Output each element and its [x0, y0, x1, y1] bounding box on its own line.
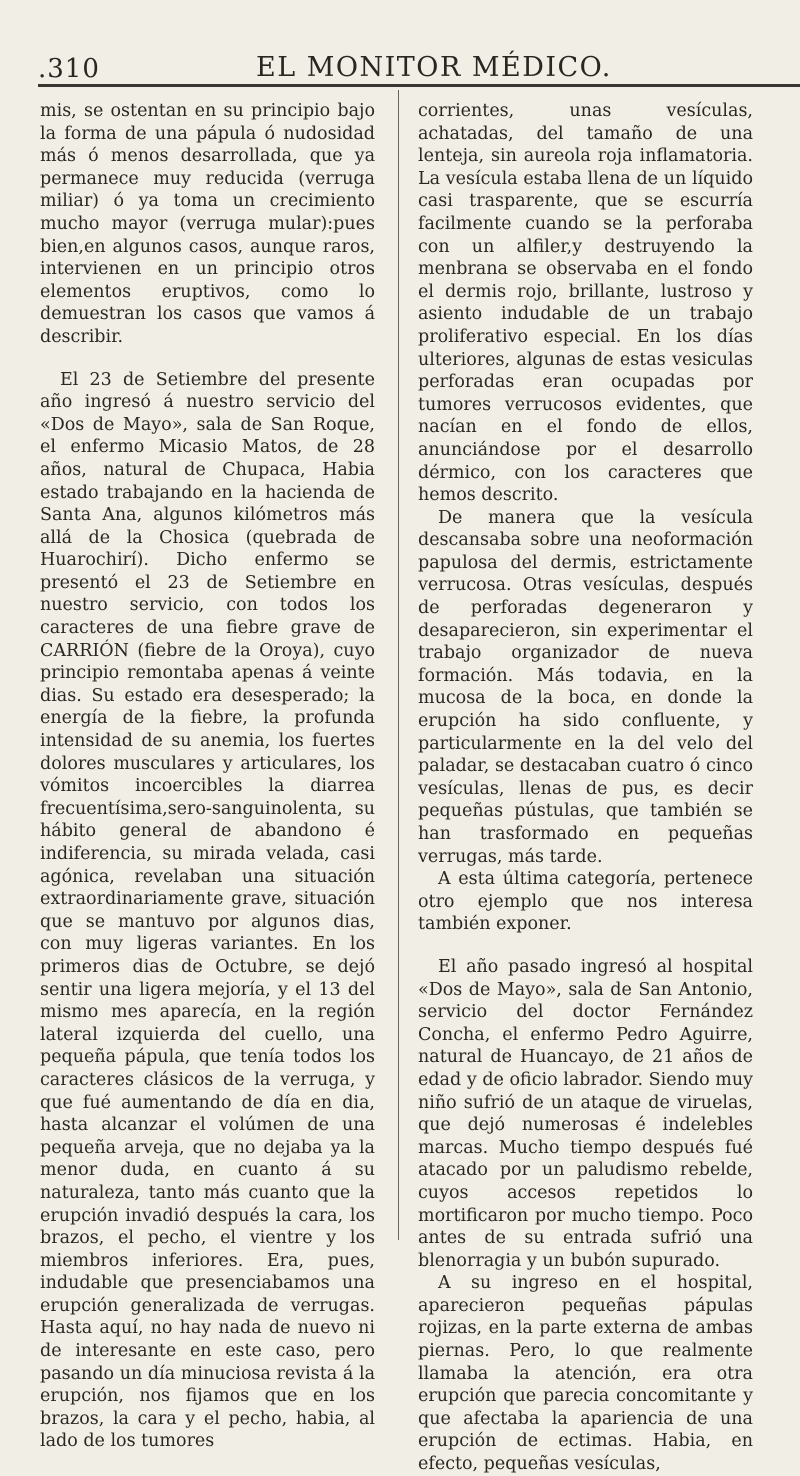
page-number: .310: [38, 54, 100, 84]
left-paragraph-1: mis, se ostentan en su principio bajo la forma de una pápula ó nudosidad más ó menos desarrollada, que ya permanece muy reducida (verruga miliar) ó ya toma un crecimiento mucho mayor (verruga mular):pues bien,en algunos casos, aunque raros, intervienen en un principio otros elementos eruptivos, como lo demuestran los casos que vamos á describir.: [40, 101, 375, 347]
right-paragraph-2: De manera que la vesícula descansaba sobre una neoformación papulosa del dermis, estrictamente verrucosa. Otras vesículas, después de perforadas degeneraron y desaparecieron, sin experimentar el trabajo organizador de nueva formación. Más todavia, en la mucosa de la boca, en donde la erupción ha sido confluente, y particularmente en la del velo del paladar, se destacaban cuatro ó cinco vesículas, llenas de pus, es decir pequeñas pústulas, que también se han trasformado en pequeñas verrugas, más tarde.: [418, 507, 753, 867]
right-paragraph-1: corrientes, unas vesículas, achatadas, del tamaño de una lenteja, sin aureola roja inflamatoria. La vesícula estaba llena de un líquido casi trasparente, que se escurría facilmente cuando se la perforaba con un alfiler,y destruyendo la menbrana se observaba en el fondo el dermis rojo, brillante, lustroso y asiento indudable de un trabajo proliferativo especial. En los días ulteriores, algunas de estas vesiculas perforadas eran ocupadas por tumores verrucosos evidentes, que nacían en el fondo de ellos, anunciándose por el desarrollo dérmico, con los caracteres que hemos descrito.: [418, 101, 753, 506]
left-paragraph-2: El 23 de Setiembre del presente año ingresó á nuestro servicio del «Dos de Mayo», sala de San Roque, el enfermo Micasio Matos, de 28 años, natural de Chupaca, Habia estado trabajando en la hacienda de Santa Ana, algunos kilómetros más allá de la Chosica (quebrada de Huarochirí). Dicho enfermo se presentó el 23 de Setiembre en nuestro servicio, con todos los caracteres de una fiebre grave de CARRIÓN (fiebre de la Oroya), cuyo principio remontaba apenas á veinte dias. Su estado era desesperado; la energía de la fiebre, la profunda intensidad de su anemia, los fuertes dolores musculares y articulares, los vómitos incoercibles la diarrea frecuentísima,sero-sanguinolenta, su hábito general de abandono é indiferencia, su mirada velada, casi agónica, revelaban una situación extraordinariamente grave, situación que se mantuvo por algunos dias, con muy ligeras variantes. En los primeros dias de Octubre, se dejó sentir una ligera mejoría, y el 13 del mismo mes aparecía, en la región lateral izquierda del cuello, una pequeña pápula, que tenía todos los caracteres clásicos de la verruga, y que fué aumentando de día en dia, hasta alcanzar el volúmen de una pequeña arveja, que no dejaba ya la menor duda, en cuanto á su naturaleza, tanto más cuanto que la erupción invadió después la cara, los brazos, el pecho, el vientre y los miembros inferiores. Era, pues, indudable que presenciabamos una erupción generalizada de verrugas. Hasta aquí, no hay nada de nuevo ni de interesante en este caso, pero pasando un día minuciosa revista á la erupción, nos fijamos que en los brazos, la cara y el pecho, habia, al lado de los tumores: [40, 369, 375, 1452]
right-paragraph-5: A su ingreso en el hospital, aparecieron pequeñas pápulas rojizas, en la parte externa de ambas piernas. Pero, lo que realmente llamaba la atención, era otra erupción que parecia concomitante y que afectaba la apariencia de una erupción de ectimas. Habia, en efecto, pequeñas vesículas,: [418, 1273, 753, 1475]
left-column: [40, 100, 375, 1453]
column-divider: [398, 90, 399, 1240]
header-rule: [38, 84, 800, 87]
right-paragraph-3: A esta última categoría, pertenece otro ejemplo que nos interesa también exponer.: [418, 869, 753, 935]
right-paragraph-4: El año pasado ingresó al hospital «Dos de Mayo», sala de San Antonio, servicio del doctor Fernández Concha, el enfermo Pedro Aguirre, natural de Huancayo, de 21 años de edad y de oficio labrador. Siendo muy niño sufrió de un ataque de viruelas, que dejó numerosas é indelebles marcas. Mucho tiempo después fué atacado por un paludismo rebelde, cuyos accesos repetidos lo mortificaron por mucho tiempo. Poco antes de su entrada sufrió una blenorragia y un bubón supurado.: [418, 956, 753, 1271]
journal-title: EL MONITOR MÉDICO.: [256, 52, 612, 83]
right-column: [418, 100, 753, 1476]
page-header: [38, 48, 758, 88]
